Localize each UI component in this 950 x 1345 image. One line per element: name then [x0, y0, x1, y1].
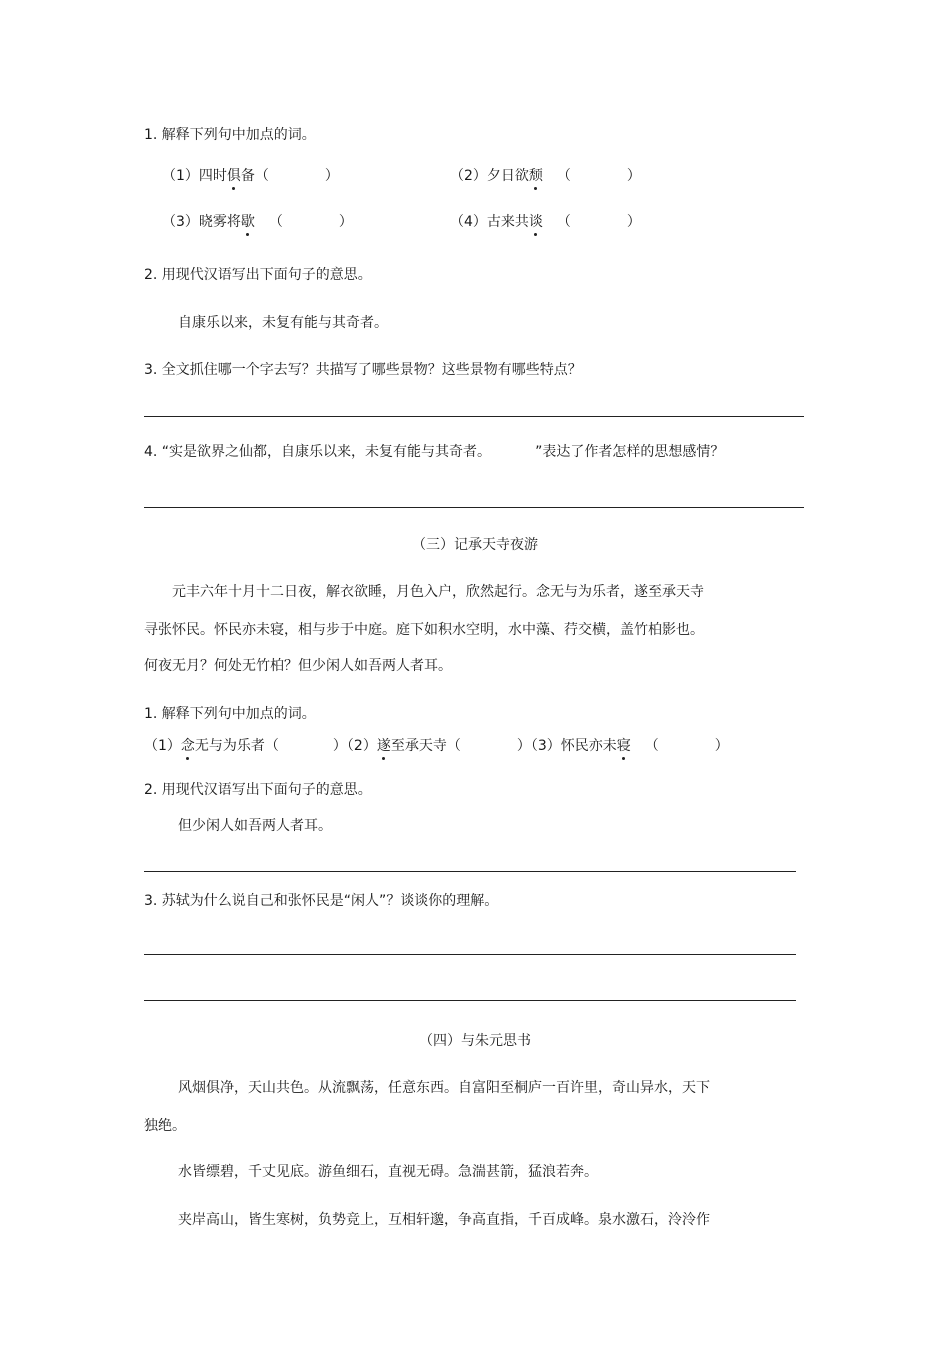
- s4-p1-line-1: 风烟俱净，天山共色。从流飘荡，任意东西。自富阳至桐庐一百许里，奇山异水，天下: [178, 1080, 710, 1096]
- s2-q2-title: 2. 用现代汉语写出下面句子的意思。: [144, 267, 372, 283]
- s2-q1-item-4: （4）古来共谈 （ ）: [450, 214, 641, 230]
- s2-q3-title: 3. 全文抓住哪一个字去写？共描写了哪些景物？这些景物有哪些特点？: [144, 362, 582, 378]
- s2-q1-item-3: （3）晓雾将歇 （ ）: [162, 214, 353, 230]
- s2-q1-item-2: （2）夕日欲颓 （ ）: [450, 168, 641, 184]
- s4-p2: 水皆缥碧，千丈见底。游鱼细石，直视无碍。急湍甚箭，猛浪若奔。: [178, 1164, 598, 1180]
- s3-q1-items: [144, 736, 729, 756]
- s2-q1-item-1: （1）四时俱备（ ）: [162, 168, 339, 184]
- s3-passage-line-2: 寻张怀民。怀民亦未寝，相与步于中庭。庭下如积水空明，水中藻、荇交横，盖竹柏影也。: [144, 622, 704, 638]
- s3-q1-item-1: （1）念无与为乐者（ ）: [144, 738, 347, 754]
- answer-line[interactable]: [144, 954, 796, 955]
- s4-heading: （四）与朱元思书: [419, 1033, 531, 1049]
- answer-line[interactable]: [144, 507, 804, 508]
- s3-q1-item-3: （3）怀民亦未寝 （ ）: [530, 738, 729, 754]
- s4-p1-line-2: 独绝。: [144, 1118, 186, 1134]
- s2-q1-title: 1. 解释下列句中加点的词。: [144, 127, 316, 143]
- s3-q1-title: 1. 解释下列句中加点的词。: [144, 706, 316, 722]
- s3-q2-sentence: 但少闲人如吾两人者耳。: [178, 818, 332, 834]
- answer-line[interactable]: [144, 871, 796, 872]
- answer-line[interactable]: [144, 416, 804, 417]
- s2-q4-title: 4. “实是欲界之仙都，自康乐以来，未复有能与其奇者。 ”表达了作者怎样的思想感情？: [144, 444, 725, 460]
- answer-line[interactable]: [144, 1000, 796, 1001]
- s3-passage-line-3: 何夜无月？何处无竹柏？但少闲人如吾两人者耳。: [144, 658, 452, 674]
- s3-q2-title: 2. 用现代汉语写出下面句子的意思。: [144, 782, 372, 798]
- s3-passage-line-1: 元丰六年十月十二日夜，解衣欲睡，月色入户，欣然起行。念无与为乐者，遂至承天寺: [172, 584, 704, 600]
- s4-p3: 夹岸高山，皆生寒树，负势竞上，互相轩邈，争高直指，千百成峰。泉水激石，泠泠作: [178, 1212, 710, 1228]
- s3-heading: （三）记承天寺夜游: [412, 537, 538, 553]
- s3-q3-title: 3. 苏轼为什么说自己和张怀民是“闲人”？谈谈你的理解。: [144, 893, 499, 909]
- s2-q2-sentence: 自康乐以来，未复有能与其奇者。: [178, 315, 388, 331]
- s3-q1-item-2: （2）遂至承天寺（ ）: [346, 738, 531, 754]
